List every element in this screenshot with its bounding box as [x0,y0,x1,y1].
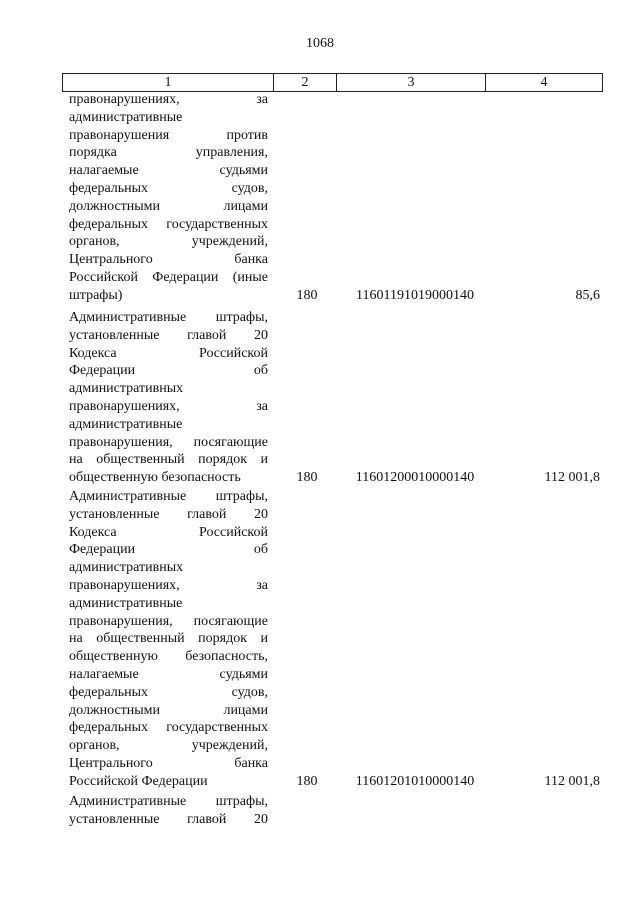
row-kbk: 11601201010000140 [355,773,475,789]
description-line: Административные штрафы, [69,794,268,809]
row-kbk: 11601191019000140 [356,287,474,303]
description-line: установленные главой 20 [69,506,268,522]
header-col-1: 1 [63,74,274,92]
description-line: должностными лицами [69,702,268,718]
description-line: общественную безопасность [69,470,241,486]
description-line: общественную безопасность, [69,649,268,665]
description-line: штрафы) [69,287,123,303]
description-line: административные [69,595,183,611]
header-col-2: 2 [274,74,337,92]
description-line: Федерации об [69,363,268,379]
description-line: федеральных судов, [69,684,268,700]
description-line: федеральных судов, [69,180,268,196]
description-line: установленные главой 20 [69,327,268,343]
row-amount: 85,6 [575,287,600,303]
description-line: Российской Федерации (иные [69,269,268,285]
row-description [69,488,268,791]
row-code: 180 [296,287,318,303]
description-line: Административные штрафы, [69,310,268,325]
description-line: Кодекса Российской [69,345,268,361]
description-line: федеральных государственных [69,216,268,232]
description-line: Центрального банка [69,755,268,771]
description-line: административные [69,416,183,432]
description-line: установленные главой 20 [69,811,268,827]
description-line: органов, учреждений, [69,234,268,250]
row-amount: 112 001,8 [544,470,600,486]
description-line: федеральных государственных [69,720,268,736]
row-amount: 112 001,8 [544,773,600,789]
description-line: правонарушениях, за [69,92,268,107]
description-line: административные [69,109,183,125]
description-line: Центрального банка [69,252,268,268]
description-line: на общественный порядок и [69,631,268,647]
description-line: органов, учреждений, [69,738,268,754]
header-col-3: 3 [337,74,486,92]
description-line: правонарушения, посягающие [69,434,268,450]
description-line: правонарушениях, за [69,577,268,593]
row-description [69,309,268,487]
description-line: налагаемые судьями [69,163,268,179]
page-number: 1068 [306,36,334,51]
description-line: на общественный порядок и [69,452,268,468]
row-description [69,91,268,305]
description-line: административных [69,560,184,576]
description-line: правонарушения, посягающие [69,613,268,629]
description-line: Административные штрафы, [69,489,268,504]
row-description [69,793,268,829]
description-line: правонарушения против [69,127,268,143]
row-code: 180 [296,470,318,486]
row-kbk: 11601200010000140 [355,470,475,486]
description-line: административных [69,381,184,397]
description-line: должностными лицами [69,198,268,214]
description-line: Российской Федерации [69,773,208,789]
description-line: налагаемые судьями [69,666,268,682]
header-col-4: 4 [486,74,603,92]
header-row [63,74,603,92]
description-line: Федерации об [69,542,268,558]
description-line: правонарушениях, за [69,398,268,414]
row-code: 180 [296,773,318,789]
description-line: порядка управления, [69,145,268,161]
description-line: Кодекса Российской [69,524,268,540]
table-header [62,73,603,92]
